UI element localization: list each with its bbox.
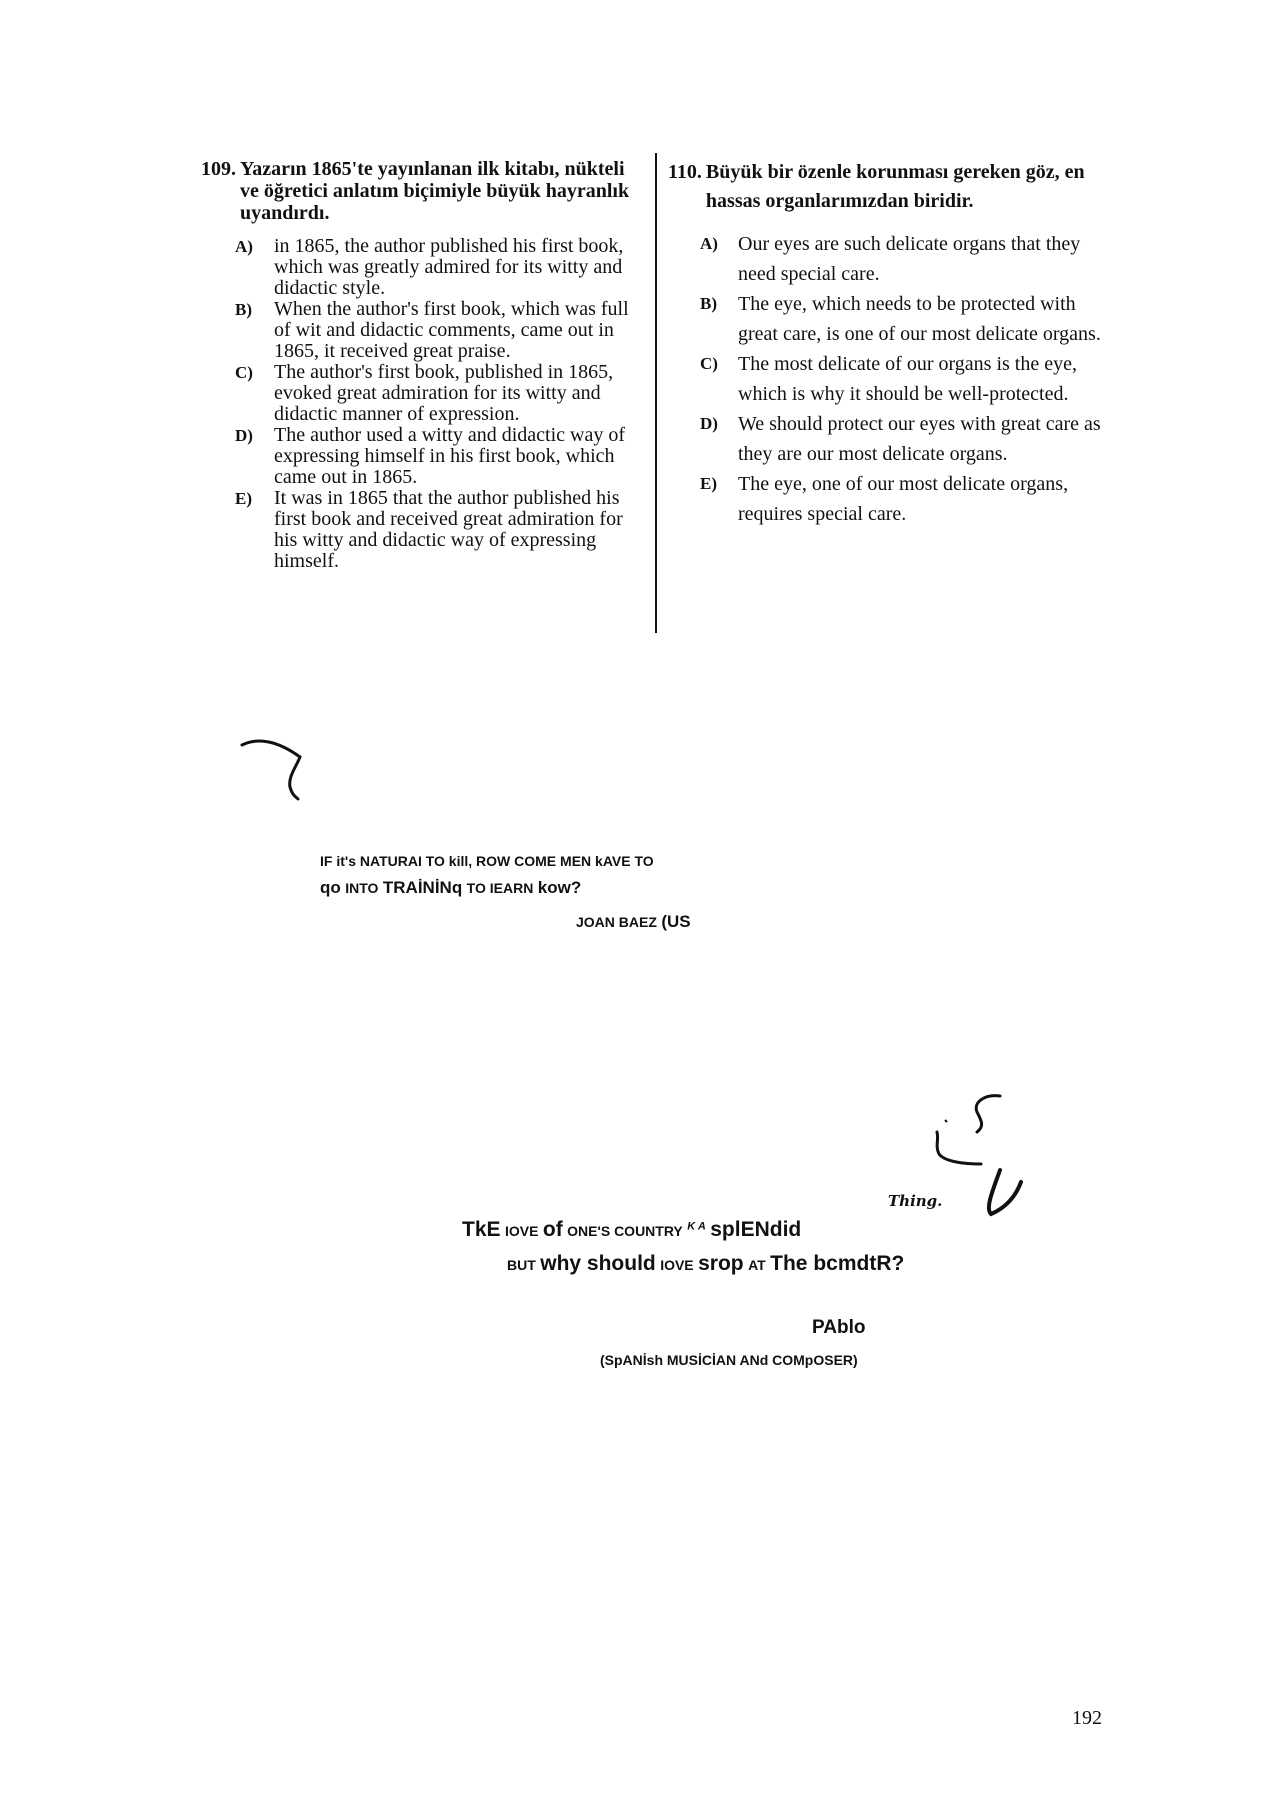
quote2-line1 xyxy=(462,1218,801,1242)
question-number: 109. xyxy=(201,158,236,180)
option-letter: A) xyxy=(235,237,253,256)
quote2-author-desc: (SpANİsh MUSİCİAN ANd COMpOSER) xyxy=(600,1352,858,1368)
quote1-author xyxy=(576,912,691,932)
question-prompt: Yazarın 1865'te yayınlanan ilk kitabı, nükteli ve öğretici anlatım biçimiyle büyük hayranlık uyandırdı. xyxy=(240,158,630,224)
quote1-line1: IF it's NATURAI TO kill, ROW COME MEN kAVE TO xyxy=(320,853,654,869)
quote-word: why should xyxy=(540,1252,656,1275)
quote-word: of xyxy=(542,1218,563,1241)
author-note: (US xyxy=(661,912,691,931)
quote-word: IOVE xyxy=(660,1257,694,1273)
quote-word: kow? xyxy=(537,878,582,897)
option-text: in 1865, the author published his first book, which was greatly admired for its witty and didactic style. xyxy=(274,235,624,299)
question-number: 110. xyxy=(668,161,702,183)
column-divider xyxy=(655,153,657,633)
option-letter: B) xyxy=(235,300,252,319)
page-number: 192 xyxy=(1072,1707,1102,1729)
option-d[interactable] xyxy=(668,409,1118,469)
option-a[interactable] xyxy=(668,229,1118,289)
option-text: The author's first book, published in 1865, evoked great admiration for its witty and didactic manner of expression. xyxy=(274,361,614,425)
option-text: The author used a witty and didactic way of expressing himself in his first book, which came out in 1865. xyxy=(274,424,625,488)
option-letter: E) xyxy=(235,489,252,508)
option-letter: B) xyxy=(700,294,717,313)
options-list xyxy=(668,229,1118,529)
option-a[interactable] xyxy=(201,236,641,299)
quote-word: qo xyxy=(320,878,341,897)
option-letter: E) xyxy=(700,474,717,493)
option-text: Our eyes are such delicate organs that they need special care. xyxy=(738,233,1081,285)
options-list xyxy=(201,236,641,572)
option-text: The eye, which needs to be protected with great care, is one of our most delicate organs. xyxy=(738,293,1101,345)
option-d[interactable] xyxy=(201,425,641,488)
option-e[interactable] xyxy=(668,469,1118,529)
quote-word: INTO xyxy=(345,880,379,896)
scribble-mark xyxy=(238,735,308,805)
option-text: It was in 1865 that the author published his first book and received great admiration for his witty and didactic way of expressing himself. xyxy=(274,487,623,572)
quote2-author: PAblo xyxy=(812,1317,866,1338)
option-letter: D) xyxy=(235,426,253,445)
option-text: When the author's first book, which was full of wit and didactic comments, came out in 1865, it received great praise. xyxy=(274,298,629,362)
option-e[interactable] xyxy=(201,488,641,572)
option-letter: C) xyxy=(700,354,718,373)
author-name: JOAN BAEZ xyxy=(576,914,657,930)
quote-word: splENdid xyxy=(710,1218,802,1241)
handwritten-word: Thing. xyxy=(888,1192,943,1210)
quote-word: AT xyxy=(748,1257,766,1273)
quote-word: srop xyxy=(698,1252,744,1275)
question-109 xyxy=(201,158,641,572)
quote-superscript: K A xyxy=(687,1220,706,1233)
quote1-line2 xyxy=(320,878,581,898)
quote-word: TO IEARN xyxy=(466,880,534,896)
question-prompt: Büyük bir özenle korunması gereken göz, en hassas organlarımızdan biridir. xyxy=(705,161,1085,212)
option-b[interactable] xyxy=(668,289,1118,349)
question-110-header xyxy=(668,158,1118,216)
option-text: The most delicate of our organs is the eye, which is why it should be well-protected. xyxy=(738,353,1077,405)
option-c[interactable] xyxy=(201,362,641,425)
option-b[interactable] xyxy=(201,299,641,362)
quote-word: BUT xyxy=(507,1257,536,1273)
quote2-line2 xyxy=(507,1252,904,1276)
quote-word: TkE xyxy=(462,1218,501,1241)
option-c[interactable] xyxy=(668,349,1118,409)
quote-word: The bcmdtR? xyxy=(770,1252,905,1275)
option-letter: D) xyxy=(700,414,718,433)
quote-word: ONE'S COUNTRY xyxy=(567,1223,683,1239)
quote-word: TRAİNİNq xyxy=(382,878,463,897)
option-text: The eye, one of our most delicate organs, requires special care. xyxy=(738,473,1069,525)
option-letter: C) xyxy=(235,363,253,382)
quote-word: IOVE xyxy=(504,1223,539,1239)
question-109-header xyxy=(201,158,641,224)
question-110 xyxy=(668,158,1118,529)
option-text: We should protect our eyes with great care as they are our most delicate organs. xyxy=(738,413,1101,465)
option-letter: A) xyxy=(700,234,718,253)
